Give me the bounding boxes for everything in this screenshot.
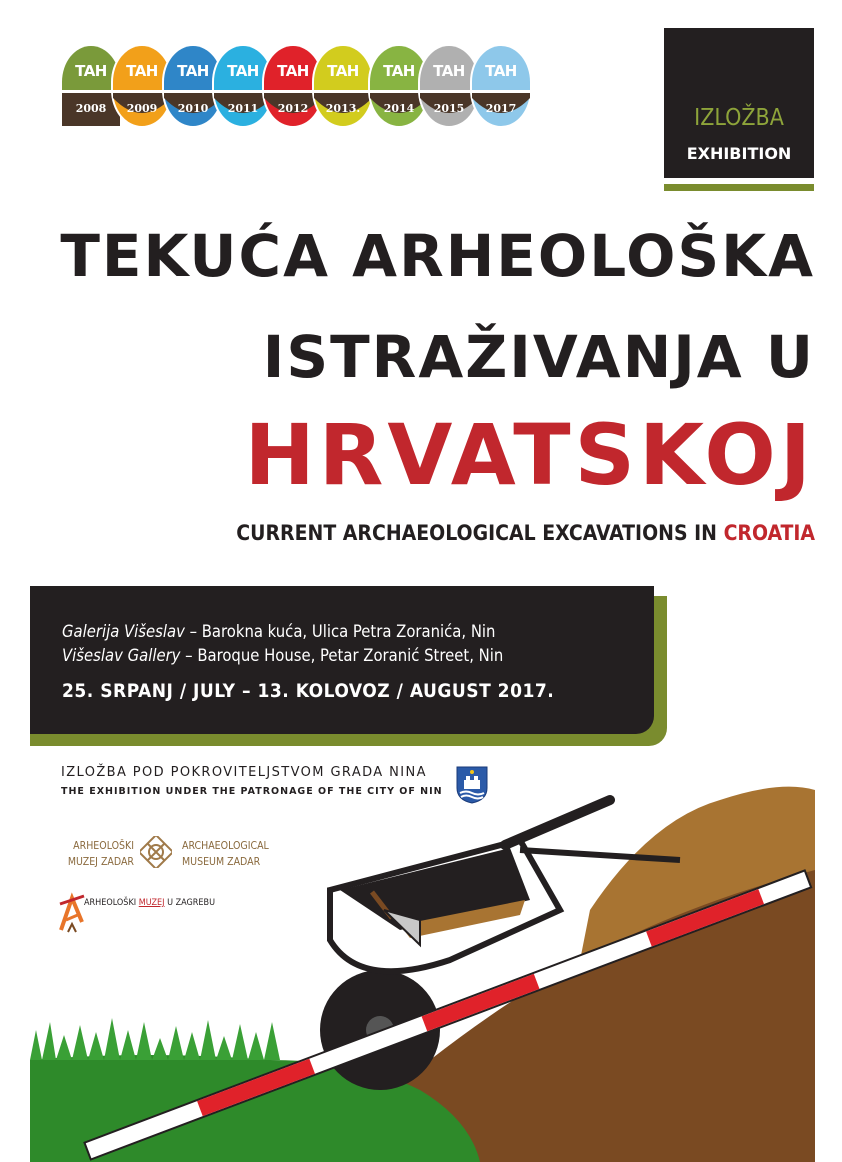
exhibition-label-hr: IZLOŽBA [694,105,784,131]
exhibition-dates: 25. SRPANJ / JULY – 13. KOLOVOZ / AUGUST 2017. [62,680,555,702]
badge-tah-label: TAH [227,62,259,80]
badge-tah-label: TAH [383,62,415,80]
badge-year: 2011 [227,102,259,115]
venue-hr-name: Galerija Višeslav [62,622,185,641]
museum-zadar-en-line2: MUSEUM ZADAR [182,856,261,868]
badge-tah-label: TAH [75,62,107,80]
badge-tah-label: TAH [485,62,517,80]
tah-badge-2017 [470,44,532,128]
museum-zagreb-b: MUZEJ [138,898,165,908]
grass-blades [30,1018,280,1060]
patronage-hr: IZLOŽBA POD POKROVITELJSTVOM GRADA NINA [61,765,427,780]
subtitle [40,521,815,545]
badge-year: 2013. [325,102,361,115]
badge-tah-label: TAH [327,62,359,80]
museum-zadar-en-line1: ARCHAEOLOGICAL [182,840,269,852]
badge-tah-label: TAH [126,62,158,80]
title-line-2: ISTRAŽIVANJA U [262,323,815,391]
exhibition-label-en: EXHIBITION [686,144,792,163]
venue-en-rest: – Baroque House, Petar Zoranić Street, Nin [180,646,504,665]
museum-zagreb-a: ARHEOLOŠKI [84,898,137,908]
subtitle-main: CURRENT ARCHAEOLOGICAL EXCAVATIONS IN [236,521,717,545]
badge-year: 2014 [383,102,415,115]
museum-zadar-hr-line2: MUZEJ ZADAR [67,856,134,868]
venue-hr [62,622,495,641]
title-line-3: HRVATSKOJ [244,406,815,504]
badge-tah-label: TAH [177,62,209,80]
wheelbarrow-handle [505,800,610,845]
badge-tah-label: TAH [433,62,465,80]
museum-zagreb-c: U ZAGREBU [167,898,216,908]
tah-badge-2013 [312,44,374,128]
exhibition-underline [664,184,814,191]
badge-year: 2008 [75,102,107,115]
subtitle-highlight: CROATIA [723,521,815,545]
badge-year: 2010 [177,102,209,115]
badge-tah-label: TAH [277,62,309,80]
museum-zadar-hr-line1: ARHEOLOŠKI [73,840,134,852]
badge-year: 2015 [433,102,465,115]
badge-year: 2012 [277,102,309,115]
venue-en-name: Višeslav Gallery [62,646,181,665]
badge-year: 2009 [126,102,158,115]
venue-en [62,646,503,665]
patronage-en: THE EXHIBITION UNDER THE PATRONAGE OF THE CITY OF NIN [61,786,443,797]
venue-hr-rest: – Barokna kuća, Ulica Petra Zoranića, Nin [184,622,496,641]
excavation-illustration [0,760,842,1162]
badge-year: 2017 [485,102,517,115]
title-line-1: TEKUĆA ARHEOLOŠKA [60,222,815,290]
